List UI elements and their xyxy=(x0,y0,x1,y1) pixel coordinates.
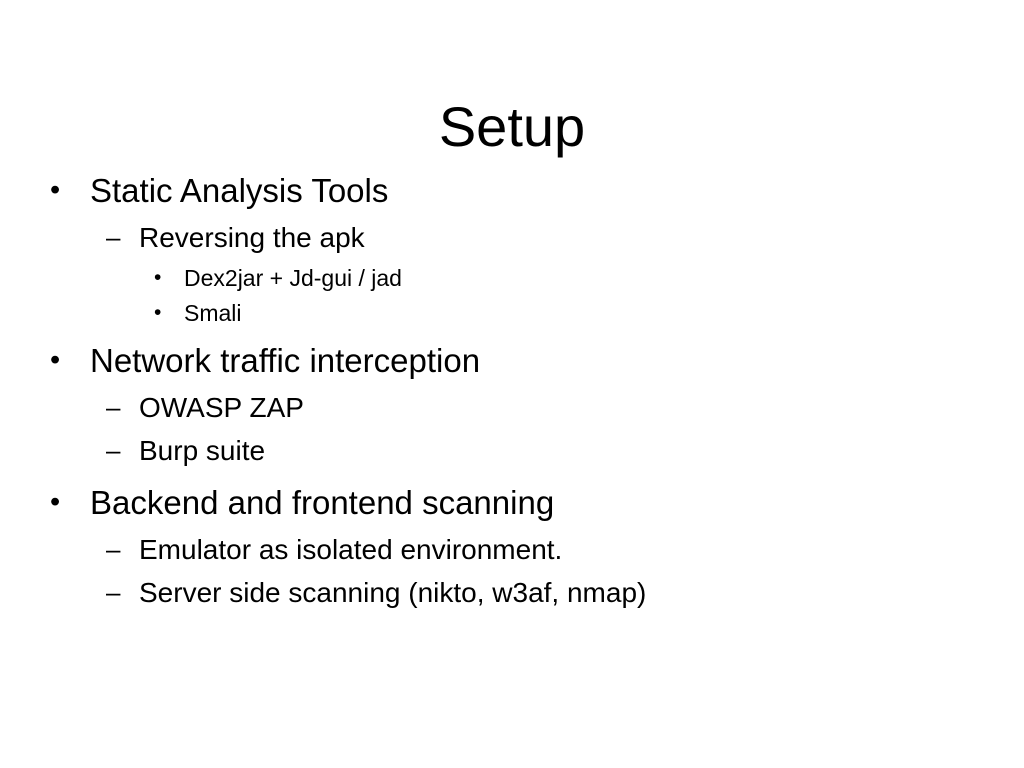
list-item-label: Static Analysis Tools xyxy=(90,172,389,209)
list-item xyxy=(44,342,994,381)
bullet-marker-icon: • xyxy=(154,301,162,325)
list-item-label: Burp suite xyxy=(139,435,266,467)
list-item xyxy=(44,221,994,255)
list-item-label: Backend and frontend scanning xyxy=(90,483,555,521)
bullet-marker-icon: • xyxy=(154,265,162,289)
list-item xyxy=(44,265,994,293)
list-item xyxy=(44,533,994,567)
bullet-marker-icon: • xyxy=(50,174,61,206)
list-item-label: Dex2jar + Jd-gui / jad xyxy=(184,264,402,291)
list-item-label: Emulator as isolated environment. xyxy=(139,533,563,565)
list-item-label: Reversing the apk xyxy=(139,221,365,253)
list-item xyxy=(44,300,994,328)
bullet-marker-icon: • xyxy=(50,343,61,376)
list-item-label: Server side scanning (nikto, w3af, nmap) xyxy=(139,577,647,609)
list-item-label: Smali xyxy=(184,300,242,327)
dash-marker-icon: – xyxy=(106,435,121,466)
list-item xyxy=(44,391,994,425)
list-item-label: Network traffic interception xyxy=(90,341,481,379)
dash-marker-icon: – xyxy=(106,391,121,422)
page-title: Setup xyxy=(438,94,586,158)
dash-marker-icon: – xyxy=(106,577,121,608)
dash-marker-icon: – xyxy=(106,221,121,252)
list-item xyxy=(44,484,994,523)
slide-content-body xyxy=(44,172,994,620)
list-item xyxy=(44,172,994,211)
list-item xyxy=(44,576,994,610)
list-item-label: OWASP ZAP xyxy=(139,391,304,423)
dash-marker-icon: – xyxy=(106,533,121,564)
list-item xyxy=(44,434,994,468)
bullet-marker-icon: • xyxy=(50,485,61,518)
